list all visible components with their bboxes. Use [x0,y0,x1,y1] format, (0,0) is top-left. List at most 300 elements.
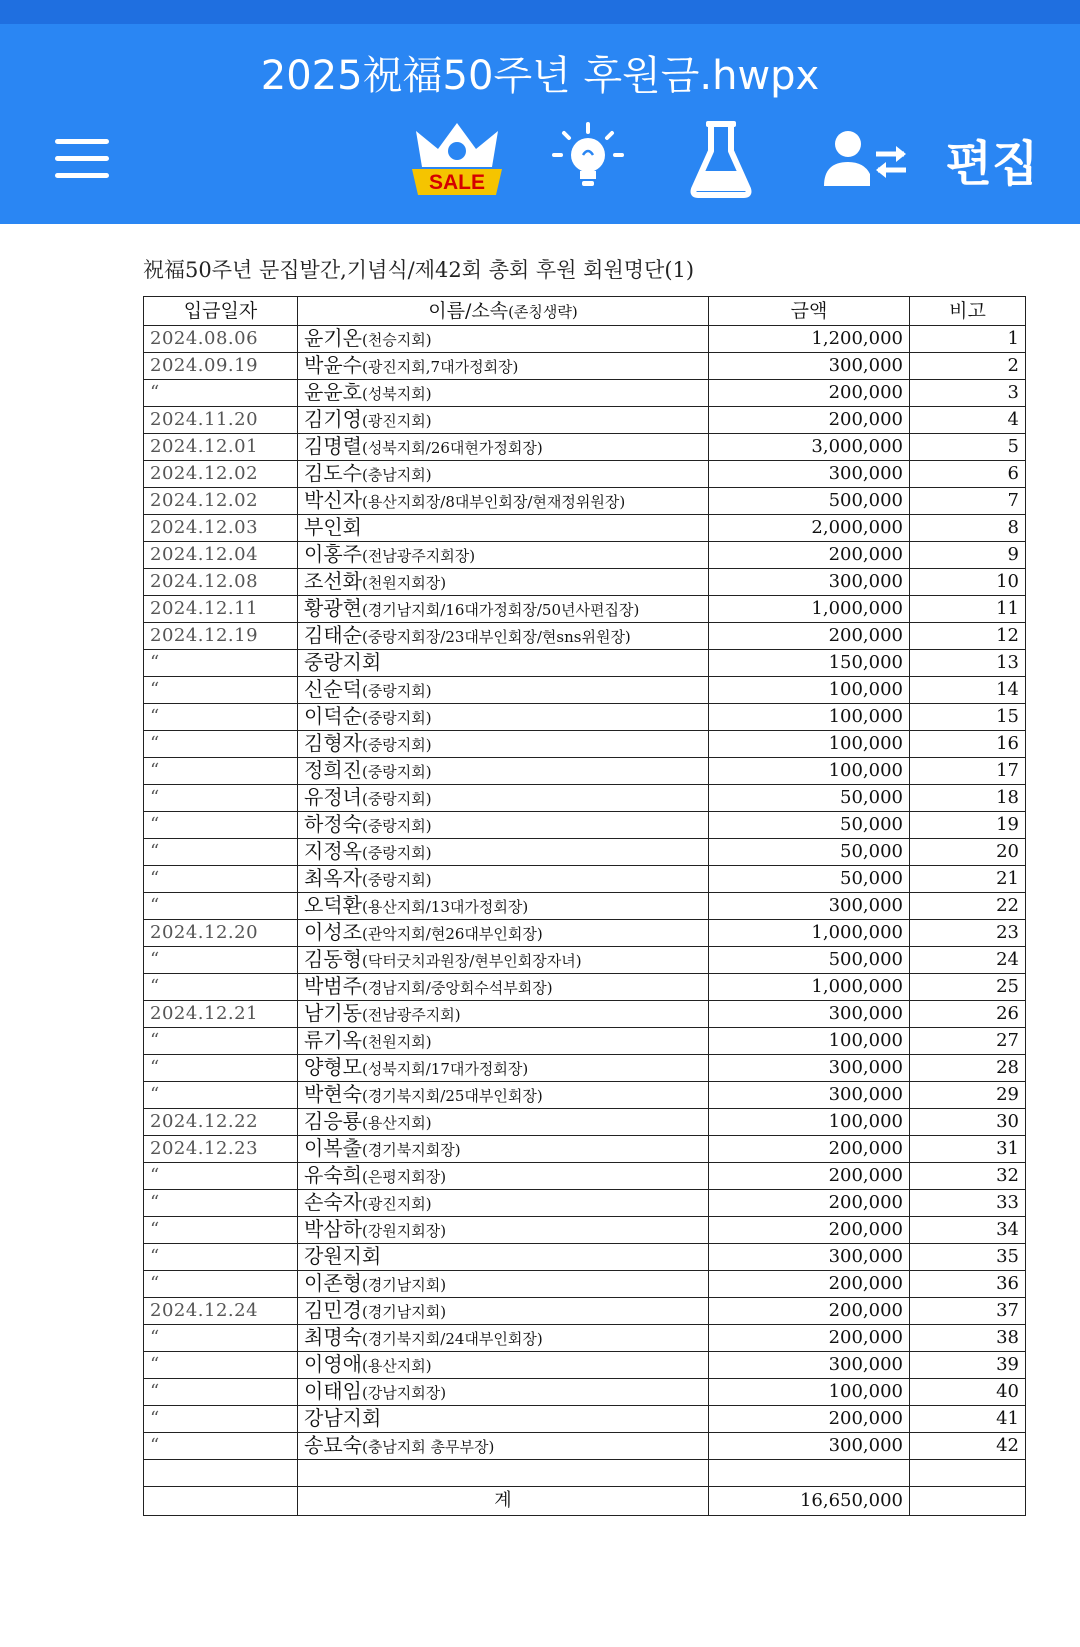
row-name: 박범주 [304,974,362,998]
row-number: 32 [910,1163,1026,1190]
row-number: 38 [910,1325,1026,1352]
row-number: 24 [910,947,1026,974]
donor-table [143,296,1026,1516]
row-name: 남기동 [304,1001,362,1025]
row-name: 황광현 [304,596,362,620]
row-date: 2024.12.02 [144,461,298,488]
row-number: 42 [910,1433,1026,1460]
row-affiliation: (중랑지회) [361,709,432,727]
row-name-cell [298,596,709,623]
row-amount: 1,200,000 [709,326,910,353]
row-affiliation: (용산지회) [361,1357,432,1375]
row-date: “ [144,839,298,866]
header-date: 입금일자 [144,297,298,326]
row-name-cell [298,1406,709,1433]
row-amount: 50,000 [709,839,910,866]
sale-button[interactable] [410,114,504,204]
row-amount: 500,000 [709,488,910,515]
row-name: 김기영 [304,407,362,431]
row-date: “ [144,1082,298,1109]
row-affiliation: (성북지회/17대가정회장) [361,1060,529,1078]
row-date: “ [144,731,298,758]
table-row [144,1055,1026,1082]
row-name-cell [298,893,709,920]
row-number: 1 [910,326,1026,353]
row-date: 2024.12.01 [144,434,298,461]
row-amount: 200,000 [709,1190,910,1217]
row-name-cell [298,542,709,569]
crown-sale-icon [410,117,504,201]
row-name: 김명렬 [304,434,362,458]
table-row [144,1244,1026,1271]
row-number: 22 [910,893,1026,920]
row-name: 부인회 [304,515,362,539]
row-affiliation: (닥터굿치과원장/현부인회장자녀) [361,952,582,970]
row-date: “ [144,866,298,893]
document-title: 2025祝福50주년 후원금.hwpx [260,53,820,99]
row-number: 23 [910,920,1026,947]
row-number: 13 [910,650,1026,677]
row-date: “ [144,677,298,704]
row-name: 송묘숙 [304,1433,362,1457]
row-number: 9 [910,542,1026,569]
row-number: 7 [910,488,1026,515]
row-name: 김도수 [304,461,362,485]
row-date: “ [144,812,298,839]
row-name-cell [298,1433,709,1460]
table-header-row [144,297,1026,326]
row-number: 4 [910,407,1026,434]
header-amount: 금액 [709,297,910,326]
row-affiliation: (경기남지회) [361,1303,447,1321]
row-name: 이영애 [304,1352,362,1376]
row-name-cell [298,353,709,380]
table-row [144,434,1026,461]
header-note: 비고 [910,297,1026,326]
row-number: 31 [910,1136,1026,1163]
row-number: 36 [910,1271,1026,1298]
table-row [144,1001,1026,1028]
row-number: 28 [910,1055,1026,1082]
row-number: 20 [910,839,1026,866]
status-bar [0,0,1080,24]
row-date: 2024.12.04 [144,542,298,569]
row-number: 21 [910,866,1026,893]
table-row [144,677,1026,704]
table-row [144,1433,1026,1460]
row-amount: 100,000 [709,758,910,785]
row-name: 중랑지회 [304,650,382,674]
row-name-cell [298,812,709,839]
table-row [144,1136,1026,1163]
row-affiliation: (경기북지회/25대부인회장) [361,1087,543,1105]
row-amount: 200,000 [709,1163,910,1190]
table-row [144,866,1026,893]
row-name: 강남지회 [304,1406,382,1430]
row-date: “ [144,704,298,731]
row-amount: 100,000 [709,1109,910,1136]
table-row [144,920,1026,947]
row-date: “ [144,1028,298,1055]
row-name-cell [298,1271,709,1298]
row-name-cell [298,380,709,407]
row-affiliation: (중랑지회) [361,844,432,862]
row-amount: 100,000 [709,677,910,704]
row-affiliation: (중랑지회) [361,682,432,700]
row-number: 41 [910,1406,1026,1433]
row-name: 박삼하 [304,1217,362,1241]
row-amount: 50,000 [709,866,910,893]
table-row [144,812,1026,839]
row-date: “ [144,974,298,1001]
table-row [144,893,1026,920]
row-name-cell [298,407,709,434]
row-affiliation: (경기남지회/16대가정회장/50년사편집장) [361,601,640,619]
row-amount: 200,000 [709,407,910,434]
row-number: 2 [910,353,1026,380]
row-affiliation: (전남광주지회장) [361,547,476,565]
row-number: 5 [910,434,1026,461]
row-affiliation: (성북지회/26대현가정회장) [361,439,543,457]
row-amount: 300,000 [709,1433,910,1460]
row-affiliation: (천승지회) [361,331,432,349]
row-name: 박신자 [304,488,362,512]
row-name-cell [298,974,709,1001]
row-name: 이성조 [304,920,362,944]
row-amount: 300,000 [709,1082,910,1109]
row-amount: 50,000 [709,785,910,812]
row-name: 신순덕 [304,677,362,701]
row-number: 26 [910,1001,1026,1028]
row-name-cell [298,1379,709,1406]
row-name: 김민경 [304,1298,362,1322]
row-date: “ [144,1352,298,1379]
row-date: 2024.12.19 [144,623,298,650]
table-row [144,596,1026,623]
table-row [144,569,1026,596]
header-name [298,297,709,326]
row-number: 6 [910,461,1026,488]
hamburger-menu-icon [55,137,109,181]
row-name-cell [298,623,709,650]
row-name-cell [298,1217,709,1244]
row-date: 2024.12.20 [144,920,298,947]
row-affiliation: (강남지회장) [361,1384,447,1402]
row-affiliation: (천원지회) [361,1033,432,1051]
row-date: 2024.09.19 [144,353,298,380]
row-number: 37 [910,1298,1026,1325]
row-number: 3 [910,380,1026,407]
row-name-cell [298,1055,709,1082]
table-row [144,947,1026,974]
lab-button[interactable] [686,114,756,204]
row-name: 윤윤호 [304,380,362,404]
row-name-cell [298,1001,709,1028]
app-header [0,24,1080,224]
row-amount: 200,000 [709,1325,910,1352]
row-name-cell [298,488,709,515]
row-name-cell [298,785,709,812]
row-name: 이덕순 [304,704,362,728]
row-date: “ [144,380,298,407]
row-affiliation: (용산지회장/8대부인회장/현재정위원장) [361,493,626,511]
row-name-cell [298,677,709,704]
user-switch-button[interactable] [820,114,910,204]
row-number: 27 [910,1028,1026,1055]
row-name-cell [298,650,709,677]
row-amount: 300,000 [709,461,910,488]
row-amount: 300,000 [709,893,910,920]
row-affiliation: (중랑지회) [361,817,432,835]
header-name-label: 이름/소속 [428,299,509,322]
row-affiliation: (충남지회 총무부장) [361,1438,495,1456]
table-row [144,758,1026,785]
row-name-cell [298,1298,709,1325]
row-name: 김형자 [304,731,362,755]
row-amount: 200,000 [709,1271,910,1298]
row-affiliation: (광진지회,7대가정회장) [361,358,519,376]
row-name-cell [298,434,709,461]
row-affiliation: (중랑지회) [361,763,432,781]
row-name-cell [298,947,709,974]
header-name-note: (존칭생략) [508,302,578,321]
row-date: 2024.12.24 [144,1298,298,1325]
row-affiliation: (강원지회장) [361,1222,447,1240]
row-affiliation: (중랑지회) [361,871,432,889]
row-amount: 200,000 [709,623,910,650]
document-page[interactable] [0,224,1080,1647]
row-number: 15 [910,704,1026,731]
row-name: 최옥자 [304,866,362,890]
row-number: 30 [910,1109,1026,1136]
row-number: 25 [910,974,1026,1001]
row-name: 조선화 [304,569,362,593]
row-date: “ [144,650,298,677]
row-number: 40 [910,1379,1026,1406]
row-name-cell [298,1352,709,1379]
table-row [144,407,1026,434]
row-name: 최명숙 [304,1325,362,1349]
sale-badge-text: SALE [428,171,486,194]
row-amount: 100,000 [709,731,910,758]
row-name-cell [298,1325,709,1352]
row-amount: 200,000 [709,1136,910,1163]
row-date: 2024.12.11 [144,596,298,623]
row-name-cell [298,1136,709,1163]
row-number: 12 [910,623,1026,650]
row-name: 정희진 [304,758,362,782]
total-amount: 16,650,000 [709,1487,910,1516]
row-affiliation: (경기북지회장) [361,1141,461,1159]
row-name: 지정옥 [304,839,362,863]
table-row [144,1190,1026,1217]
row-date: “ [144,1244,298,1271]
row-name: 오덕환 [304,893,362,917]
table-row [144,1406,1026,1433]
table-row [144,1028,1026,1055]
row-date: “ [144,1055,298,1082]
row-name-cell [298,731,709,758]
row-number: 34 [910,1217,1026,1244]
row-date: “ [144,758,298,785]
row-name: 윤기온 [304,326,362,350]
lightbulb-icon [550,121,626,197]
row-name-cell [298,1163,709,1190]
row-affiliation: (중랑지회) [361,736,432,754]
row-affiliation: (경남지회/중앙회수석부회장) [361,979,553,997]
row-date: “ [144,893,298,920]
tip-button[interactable] [550,114,626,204]
table-row [144,704,1026,731]
row-affiliation: (중랑지회장/23대부인회장/현sns위원장) [361,628,631,646]
table-row [144,1379,1026,1406]
table-row [144,353,1026,380]
row-name: 박현숙 [304,1082,362,1106]
row-amount: 200,000 [709,1217,910,1244]
row-date: “ [144,1271,298,1298]
row-amount: 200,000 [709,1406,910,1433]
table-row [144,1298,1026,1325]
edit-label: 편집 [945,135,1039,192]
row-amount: 150,000 [709,650,910,677]
row-date: 2024.12.23 [144,1136,298,1163]
row-amount: 1,000,000 [709,596,910,623]
row-number: 10 [910,569,1026,596]
toolbar [0,114,1080,204]
table-row [144,542,1026,569]
flask-icon [688,119,754,199]
row-date: “ [144,1190,298,1217]
row-affiliation: (용산지회) [361,1114,432,1132]
document-heading: 祝福50주년 문집발간,기념식/제42회 총회 후원 회원명단(1) [143,258,695,282]
row-name: 김응룡 [304,1109,362,1133]
row-number: 17 [910,758,1026,785]
row-date: 2024.12.21 [144,1001,298,1028]
table-row [144,1325,1026,1352]
row-name-cell [298,704,709,731]
row-amount: 300,000 [709,1352,910,1379]
row-name-cell [298,1109,709,1136]
row-name-cell [298,515,709,542]
table-row [144,839,1026,866]
row-name-cell [298,758,709,785]
row-date: “ [144,1433,298,1460]
row-amount: 300,000 [709,1244,910,1271]
row-name: 손숙자 [304,1190,362,1214]
total-label: 계 [298,1487,709,1516]
table-row [144,623,1026,650]
row-date: “ [144,1379,298,1406]
row-date: 2024.12.03 [144,515,298,542]
table-row [144,1271,1026,1298]
row-date: “ [144,1406,298,1433]
row-number: 33 [910,1190,1026,1217]
row-name: 강원지회 [304,1244,382,1268]
row-number: 11 [910,596,1026,623]
row-name: 김동형 [304,947,362,971]
row-affiliation: (경기북지회/24대부인회장) [361,1330,543,1348]
table-row [144,326,1026,353]
row-date: “ [144,1163,298,1190]
row-amount: 200,000 [709,380,910,407]
row-amount: 500,000 [709,947,910,974]
user-switch-icon [820,124,910,194]
row-number: 8 [910,515,1026,542]
row-amount: 50,000 [709,812,910,839]
row-affiliation: (은평지회장) [361,1168,447,1186]
row-number: 39 [910,1352,1026,1379]
row-number: 29 [910,1082,1026,1109]
row-affiliation: (광진지회) [361,412,432,430]
row-affiliation: (천원지회장) [361,574,447,592]
row-name: 하정숙 [304,812,362,836]
row-number: 14 [910,677,1026,704]
row-name: 유정녀 [304,785,362,809]
row-name-cell [298,839,709,866]
row-amount: 200,000 [709,542,910,569]
table-row [144,731,1026,758]
row-amount: 300,000 [709,569,910,596]
total-row [144,1487,1026,1516]
row-affiliation: (관악지회/현26대부인회장) [361,925,543,943]
row-date: 2024.12.08 [144,569,298,596]
table-row [144,1109,1026,1136]
menu-button[interactable] [50,114,114,204]
row-affiliation: (용산지회/13대가정회장) [361,898,529,916]
row-amount: 100,000 [709,1028,910,1055]
row-name: 이홍주 [304,542,362,566]
table-row [144,785,1026,812]
row-name-cell [298,461,709,488]
blank-row [144,1460,1026,1487]
row-amount: 3,000,000 [709,434,910,461]
row-affiliation: (전남광주지회) [361,1006,461,1024]
row-amount: 100,000 [709,1379,910,1406]
table-row [144,1217,1026,1244]
table-row [144,974,1026,1001]
table-row [144,488,1026,515]
table-row [144,515,1026,542]
edit-button[interactable] [932,114,1052,204]
row-amount: 300,000 [709,1001,910,1028]
row-date: “ [144,947,298,974]
row-date: “ [144,1325,298,1352]
row-affiliation: (광진지회) [361,1195,432,1213]
row-name: 류기옥 [304,1028,362,1052]
row-affiliation: (충남지회) [361,466,432,484]
table-row [144,1163,1026,1190]
row-number: 16 [910,731,1026,758]
row-name-cell [298,1244,709,1271]
row-name: 이태임 [304,1379,362,1403]
row-affiliation: (성북지회) [361,385,432,403]
row-name-cell [298,1028,709,1055]
row-name-cell [298,920,709,947]
row-name: 이복출 [304,1136,362,1160]
row-date: “ [144,1217,298,1244]
row-number: 35 [910,1244,1026,1271]
row-affiliation: (경기남지회) [361,1276,447,1294]
table-row [144,650,1026,677]
row-name: 김태순 [304,623,362,647]
row-amount: 1,000,000 [709,920,910,947]
row-name-cell [298,1190,709,1217]
row-amount: 100,000 [709,704,910,731]
row-amount: 1,000,000 [709,974,910,1001]
row-name: 양형모 [304,1055,362,1079]
row-date: 2024.12.22 [144,1109,298,1136]
row-amount: 2,000,000 [709,515,910,542]
